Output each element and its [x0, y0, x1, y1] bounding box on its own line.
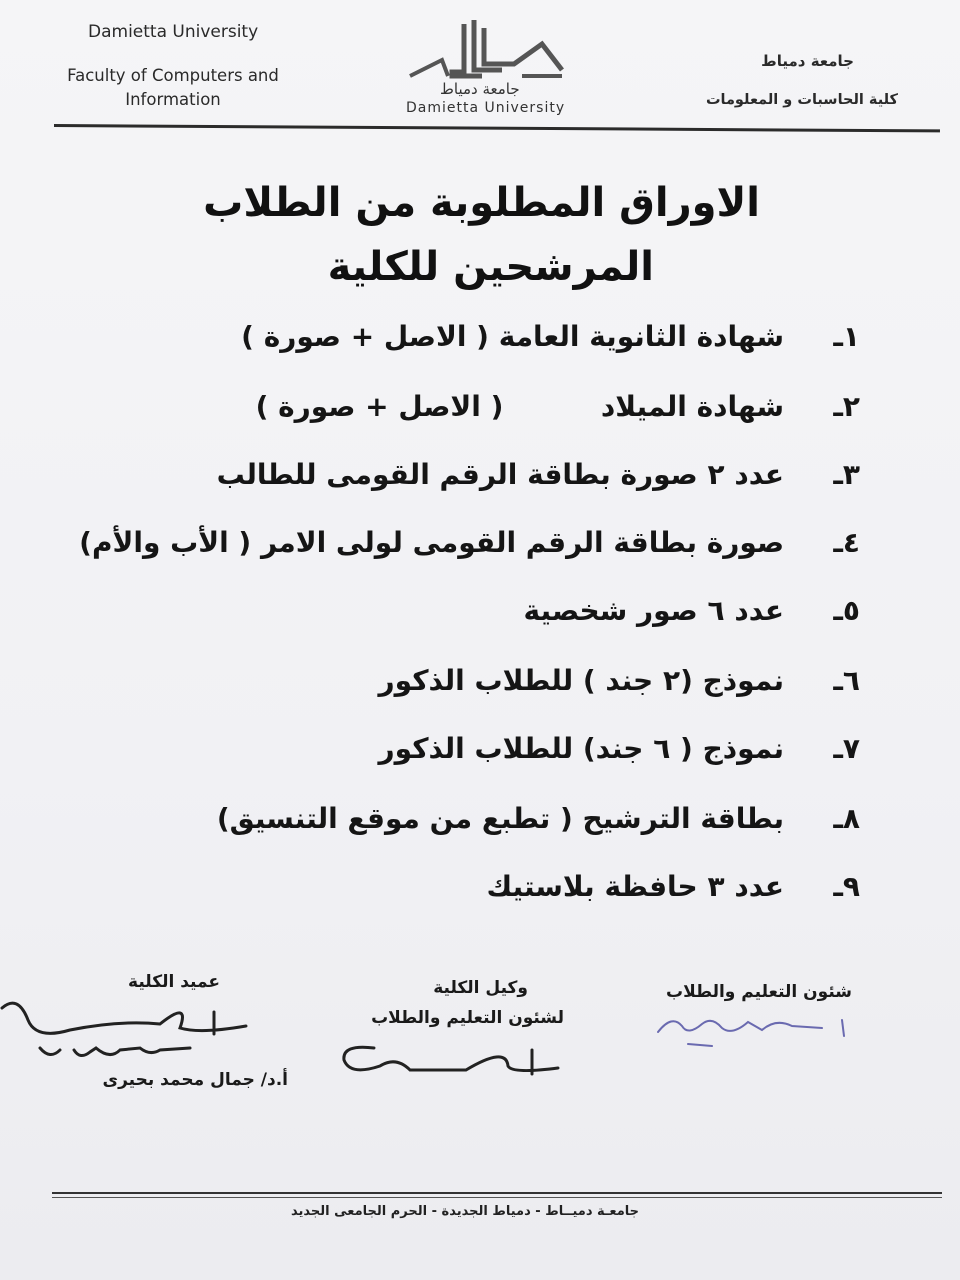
item-text: صورة بطاقة الرقم القومى لولى الامر ( الأب والأم): [79, 526, 784, 559]
page-title-line-2: المرشحين للكلية: [327, 244, 654, 290]
vice-dean-subtitle: لشئون التعليم والطلاب: [371, 1008, 564, 1028]
item-text: عدد ٢ صورة بطاقة الرقم القومى للطالب: [216, 458, 784, 491]
footer-divider-thin: [52, 1197, 942, 1198]
item-text: عدد ٦ صور شخصية: [523, 594, 784, 627]
item-number: ٢ـ: [833, 390, 860, 423]
item-number: ٨ـ: [833, 802, 860, 835]
item-text: نموذج (٢ جند ) للطلاب الذكور: [378, 664, 784, 697]
item-text: عدد ٣ حافظة بلاستيك: [486, 870, 784, 903]
footer-address: جامعـة دميــاط - دمياط الجديدة - الحرم الجامعى الجديد: [290, 1204, 639, 1219]
item-number: ٩ـ: [833, 870, 860, 903]
list-item: [79, 526, 860, 572]
dean-title: عميد الكلية: [128, 972, 220, 992]
item-number: ٥ـ: [833, 594, 860, 627]
list-item: [217, 802, 860, 848]
university-name-ar: جامعة دمياط: [761, 52, 854, 70]
footer-divider: [52, 1192, 942, 1194]
vice-dean-title: وكيل الكلية: [433, 978, 528, 998]
dean-signature-icon: [0, 990, 260, 1080]
item-text: شهادة الميلاد ( الاصل + صورة ): [255, 390, 784, 423]
item-text: بطاقة الترشيح ( تطبع من موقع التنسيق): [216, 802, 784, 835]
affairs-title: شئون التعليم والطلاب: [666, 982, 852, 1002]
faculty-name-en: Faculty of Computers and Information: [67, 66, 279, 109]
item-number: ٦ـ: [833, 664, 860, 697]
faculty-name-ar: كلية الحاسبات و المعلومات: [705, 92, 898, 108]
page-title-line-1: الاوراق المطلوبة من الطلاب: [203, 180, 760, 226]
item-number: ٤ـ: [833, 526, 860, 559]
item-text: شهادة الثانوية العامة ( الاصل + صورة ): [241, 320, 784, 353]
list-item: [524, 594, 860, 640]
item-number: ١ـ: [833, 320, 860, 353]
list-item: [379, 732, 860, 778]
list-item: [486, 870, 860, 916]
vice-dean-signature-icon: [336, 1030, 566, 1090]
dean-name: أ.د/ جمال محمد بحيرى: [102, 1070, 288, 1090]
item-text: نموذج ( ٦ جند) للطلاب الذكور: [378, 732, 784, 765]
list-item: [379, 664, 860, 710]
affairs-signature-icon: [652, 1002, 862, 1052]
list-item: [256, 390, 860, 436]
item-number: ٧ـ: [833, 732, 860, 765]
list-item: [217, 458, 860, 504]
university-name-en: Damietta University: [88, 22, 259, 42]
logo-text-ar: جامعة دمياط: [440, 80, 520, 98]
logo-text-en: Damietta University: [406, 100, 566, 116]
list-item: [241, 320, 860, 366]
item-number: ٣ـ: [833, 458, 860, 491]
